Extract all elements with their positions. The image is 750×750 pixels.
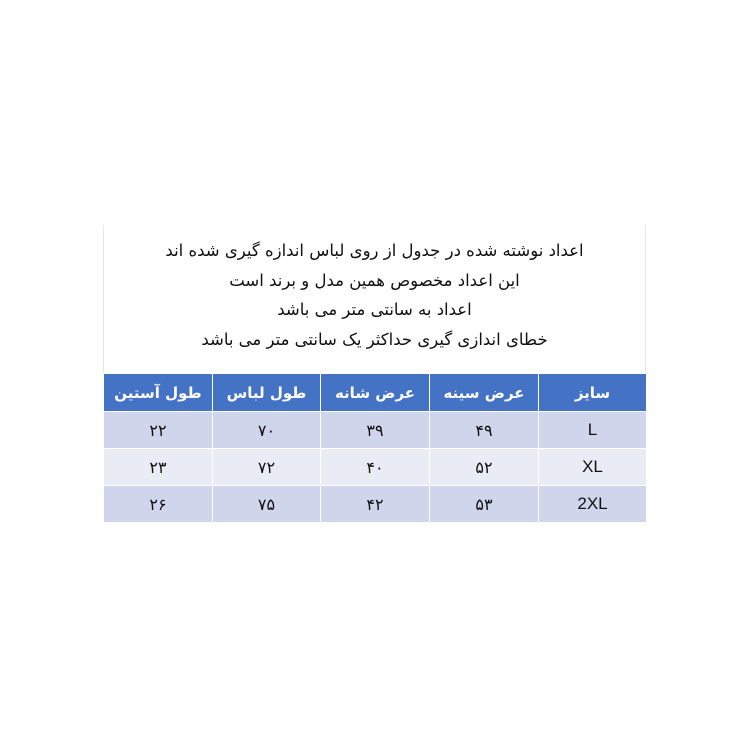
note-line: اعداد به سانتی متر می باشد: [277, 300, 472, 319]
header-size: سایز: [539, 374, 647, 412]
sleeve-length-cell: ۲۳: [104, 449, 213, 486]
table-row: [104, 412, 647, 449]
garment-length-cell: ۷۰: [213, 412, 321, 449]
size-cell: 2XL: [539, 486, 647, 523]
note-line: اعداد نوشته شده در جدول از روی لباس اندازه گیری شده اند: [165, 241, 584, 260]
header-sleeve-length: طول آستین: [104, 374, 213, 412]
header-chest-width: عرض سینه: [430, 374, 539, 412]
note-line: این اعداد مخصوص همین مدل و برند است: [229, 270, 520, 290]
shoulder-width-cell: ۳۹: [321, 412, 430, 449]
table-header-row: [104, 374, 647, 412]
size-table: [103, 373, 647, 523]
measurement-notes: [103, 236, 646, 354]
chest-width-cell: ۵۳: [430, 486, 539, 523]
table-row: [104, 486, 647, 523]
chest-width-cell: ۴۹: [430, 412, 539, 449]
garment-length-cell: ۷۲: [213, 449, 321, 486]
table-row: [104, 449, 647, 486]
header-garment-length: طول لباس: [213, 374, 321, 412]
shoulder-width-cell: ۴۰: [321, 449, 430, 486]
note-line: خطای اندازی گیری حداکثر یک سانتی متر می باشد: [201, 329, 548, 349]
size-cell: XL: [539, 449, 647, 486]
header-shoulder-width: عرض شانه: [321, 374, 430, 412]
chest-width-cell: ۵۲: [430, 449, 539, 486]
shoulder-width-cell: ۴۲: [321, 486, 430, 523]
sleeve-length-cell: ۲۶: [104, 486, 213, 523]
sleeve-length-cell: ۲۲: [104, 412, 213, 449]
size-cell: L: [539, 412, 647, 449]
garment-length-cell: ۷۵: [213, 486, 321, 523]
